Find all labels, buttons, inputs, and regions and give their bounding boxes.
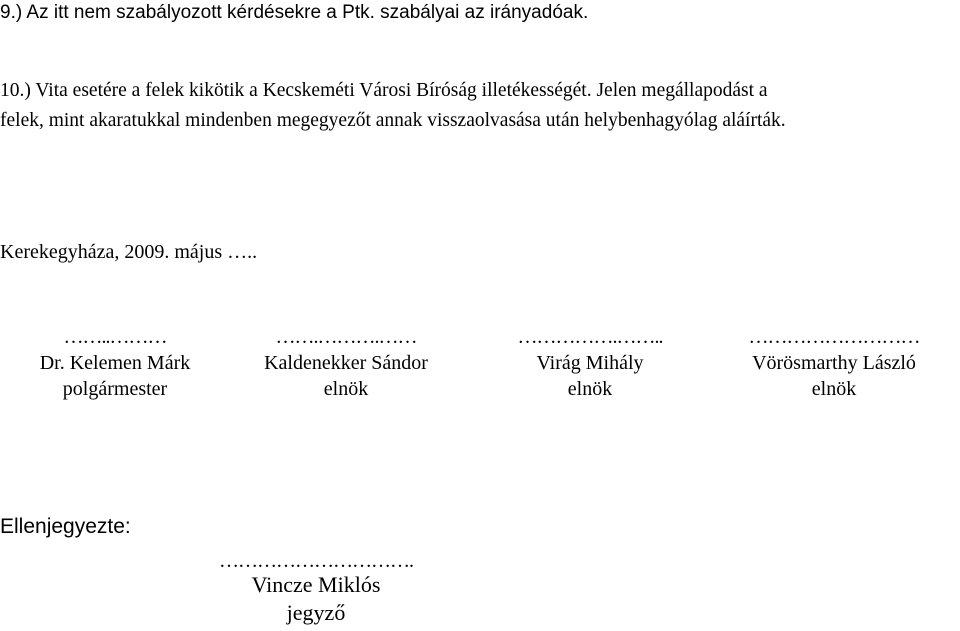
paragraph-10-line-1: 10.) Vita esetére a felek kikötik a Kecskeméti Városi Bíróság illetékességét. Jelen megállapodást a [0,80,768,101]
signatory-role: elnök [323,378,369,400]
signature-line: …….……….…… [275,326,417,348]
countersignatory-role: jegyző [286,600,346,625]
signature-line: ……………………… [748,326,920,348]
signatory-name: Virág Mihály [536,352,644,374]
countersign-label: Ellenjegyezte: [0,515,131,538]
signature-line: …………………………. [219,550,413,572]
signature-block-president-3 [716,324,952,402]
signatory-name: Dr. Kelemen Márk [39,352,191,374]
countersign-block [180,547,452,627]
signatory-role: elnök [811,378,857,400]
countersignatory-name: Vincze Miklós [251,572,381,597]
signatory-role: polgármester [62,378,168,400]
signature-block-mayor [0,324,230,402]
signatory-name: Vörösmarthy László [752,352,916,374]
signatory-name: Kaldenekker Sándor [264,352,428,374]
signature-block-president-2 [472,324,708,402]
signature-block-president-1 [240,324,452,402]
signatory-role: elnök [567,378,613,400]
paragraph-9: 9.) Az itt nem szabályozott kérdésekre a Ptk. szabályai az irányadóak. [0,2,589,23]
paragraph-10-line-2: felek, mint akaratukkal mindenben megegyezőt annak visszaolvasása után helybenhagyólag aláírták. [0,110,786,131]
signature-line: …………….…….. [517,326,663,348]
signature-line: ……..……… [63,326,167,348]
place-and-date: Kerekegyháza, 2009. május ….. [0,241,258,263]
